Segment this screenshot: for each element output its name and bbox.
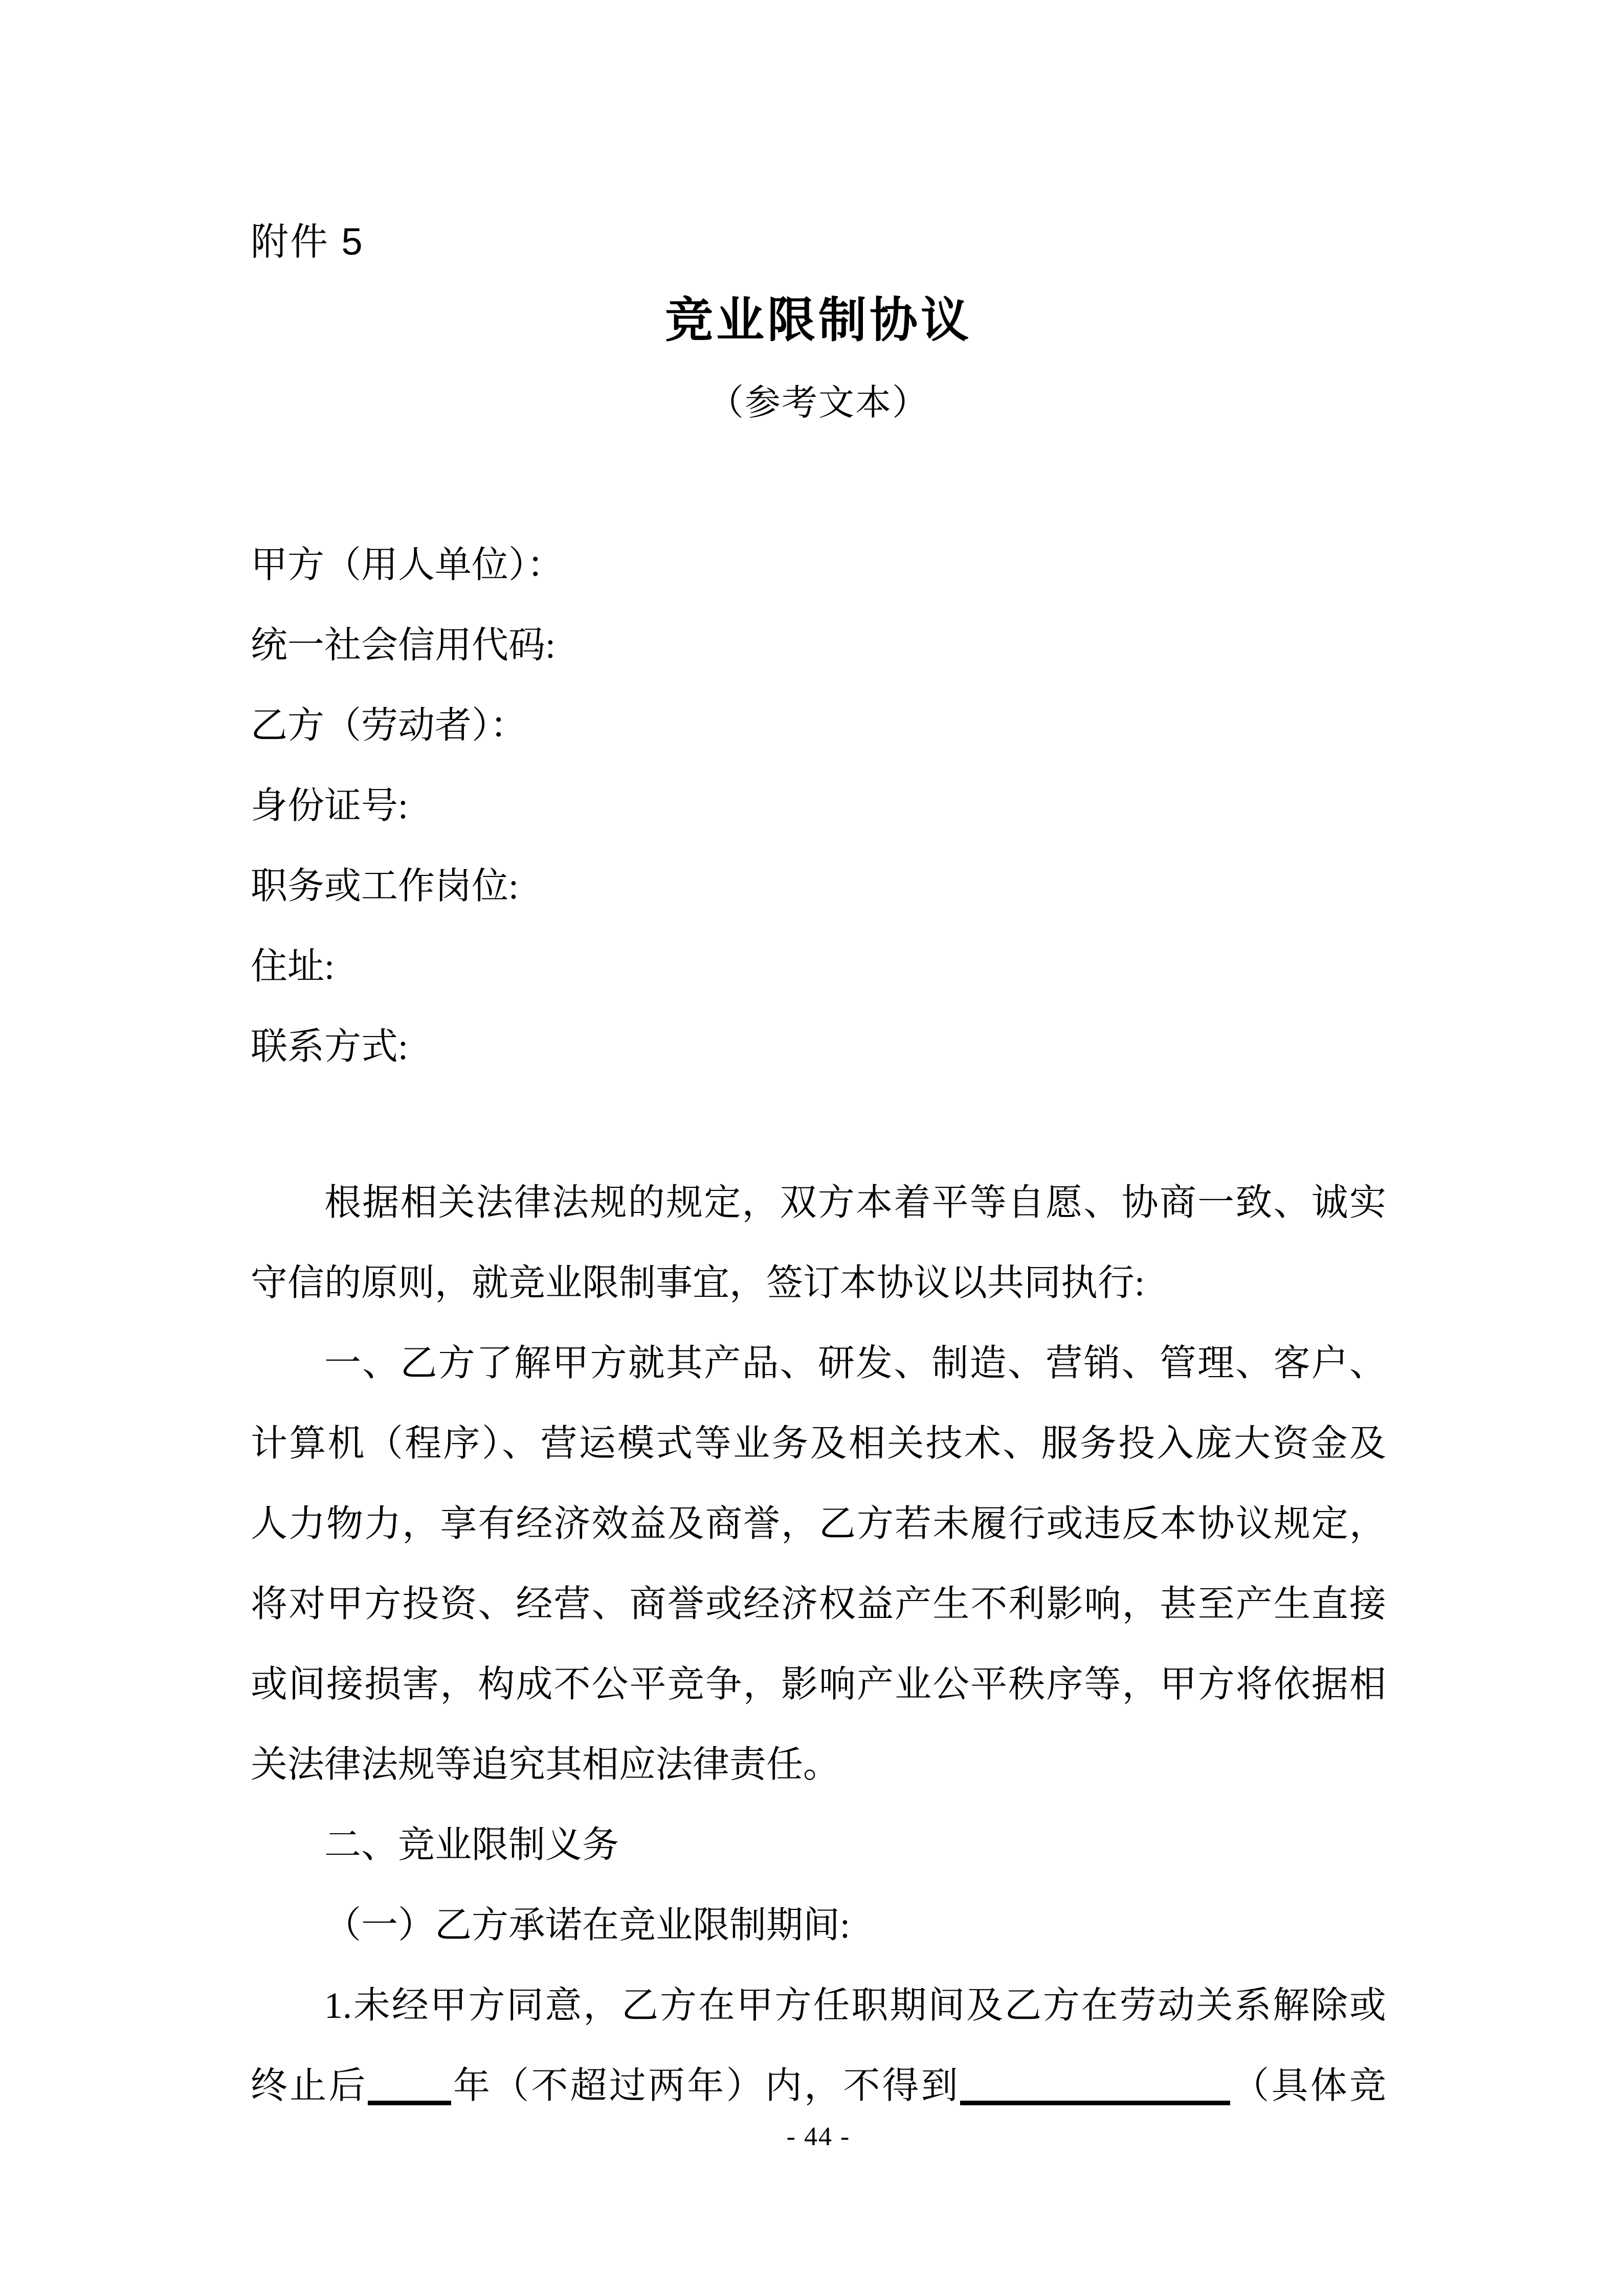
body-text <box>251 1163 1386 2126</box>
body-line-9: 二、竞业限制义务 <box>324 1825 619 1865</box>
body-line-8: 关法律法规等追究其相应法律责任。 <box>251 1744 840 1785</box>
party-info-fields <box>251 525 1386 1087</box>
body-line-1: 根据相关法律法规的规定，双方本着平等自愿、协商一致、诚实 <box>324 1182 1386 1223</box>
field-address: 住址: <box>251 946 335 987</box>
body-line-fill <box>251 2046 1386 2126</box>
blank-competitor-underline <box>960 2101 1230 2105</box>
field-contact: 联系方式: <box>251 1026 409 1067</box>
body-line-4: 计算机（程序）、营运模式等业务及相关技术、服务投入庞大资金及 <box>251 1423 1386 1464</box>
body-line-10: （一）乙方承诺在竞业限制期间: <box>324 1905 851 1946</box>
fill-line-text-2: 年（不超过两年）内，不得到 <box>451 2065 961 2106</box>
document-subtitle: （参考文本） <box>708 384 929 423</box>
fill-line-text-3: （具体竞 <box>1230 2065 1386 2106</box>
body-line-2: 守信的原则，就竞业限制事宜，签订本协议以共同执行: <box>251 1263 1145 1303</box>
body-line-5: 人力物力，享有经济效益及商誉，乙方若未履行或违反本协议规定， <box>251 1503 1386 1544</box>
body-line-3: 一、乙方了解甲方就其产品、研发、制造、营销、管理、客户、 <box>324 1343 1386 1384</box>
body-line-11: 1.未经甲方同意，乙方在甲方任职期间及乙方在劳动关系解除或 <box>324 1985 1386 2026</box>
field-party-b: 乙方（劳动者）： <box>251 705 527 746</box>
body-line-6: 将对甲方投资、经营、商誉或经济权益产生不利影响，甚至产生直接 <box>251 1584 1386 1625</box>
field-party-a: 甲方（用人单位）： <box>251 545 564 586</box>
attachment-label: 附件 5 <box>251 220 364 263</box>
field-position: 职务或工作岗位: <box>251 866 519 907</box>
document-title: 竞业限制协议 <box>664 293 972 347</box>
page-number: - 44 - <box>786 2122 851 2151</box>
blank-years-underline <box>368 2101 451 2105</box>
field-id-number: 身份证号: <box>251 785 409 826</box>
field-credit-code: 统一社会信用代码: <box>251 625 556 666</box>
fill-line-text-1: 终止后 <box>251 2065 368 2106</box>
body-line-7: 或间接损害，构成不公平竞争，影响产业公平秩序等，甲方将依据相 <box>251 1664 1386 1705</box>
